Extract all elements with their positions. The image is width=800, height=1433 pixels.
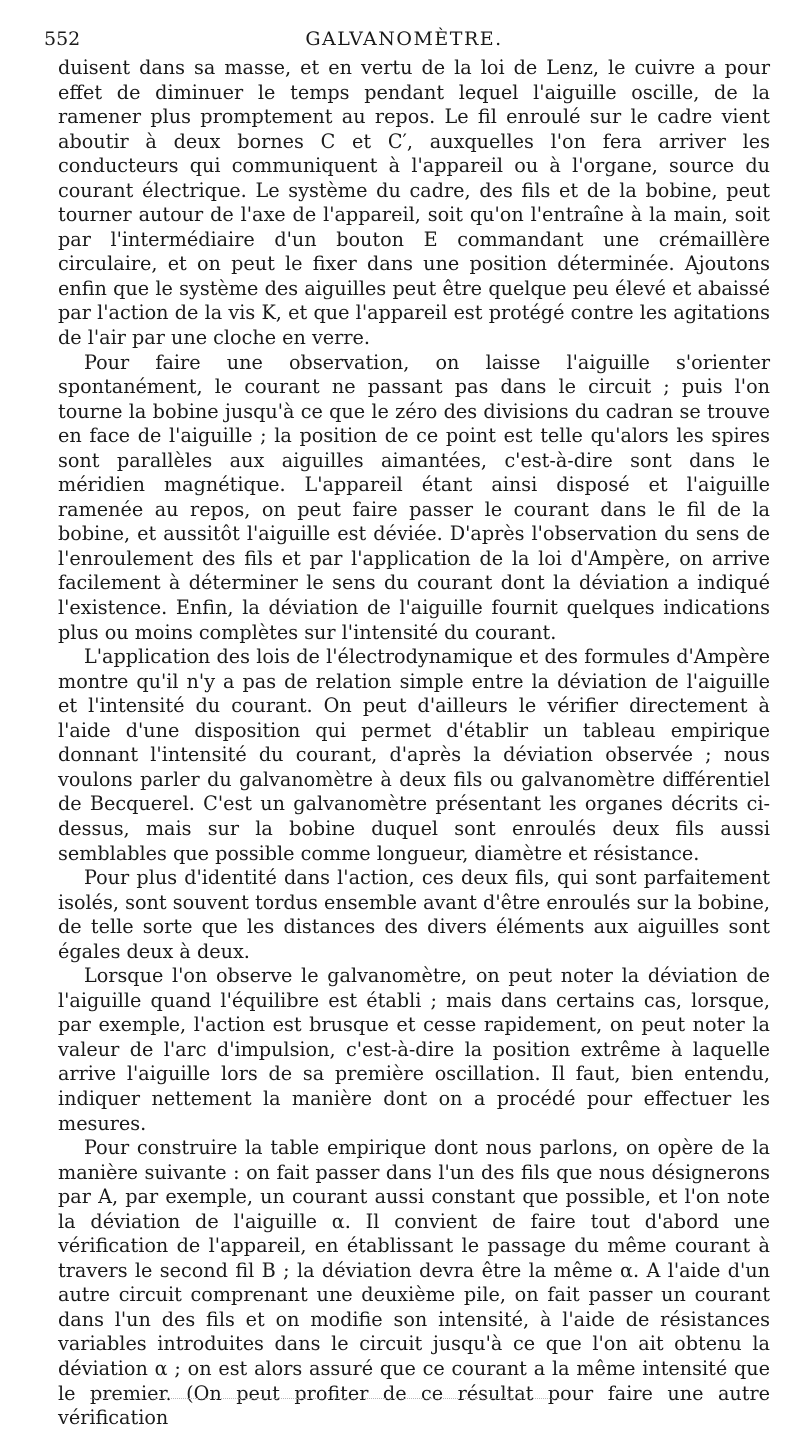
paragraph: Pour construire la table empirique dont nous parlons, on opère de la manière suivante : on fait passer dans l'un des fils que nous désignerons par A, par exemple, un courant aussi constant que possible, et l'on note la déviation de l'aiguille α. Il convient de faire tout d'abord une vérification de l'appareil, en établissant le passage du même courant à travers le second fil B ; la déviation devra être la même α. A l'aide d'un autre circuit comprenant une deuxième pile, on fait passer un courant dans l'un des fils et on modifie son intensité, à l'aide de résistances variables introduites dans le circuit jusqu'à ce que l'on ait obtenu la déviation α ; on est alors assuré que ce courant a la même intensité que le premier. (On peut profiter de ce résultat pour faire une autre vérification	[58, 1136, 770, 1430]
running-head: GALVANOMÈTRE.	[305, 28, 503, 50]
paragraph: Lorsque l'on observe le galvanomètre, on peut noter la déviation de l'aiguille quand l'équilibre est établi ; mais dans certains cas, lorsque, par exemple, l'action est brusque et cesse rapidement, on peut noter la valeur de l'arc d'impulsion, c'est-à-dire la position extrême à laquelle arrive l'aiguille lors de sa première oscillation. Il faut, bien entendu, indiquer nettement la manière dont on a procédé pour effectuer les mesures.	[58, 964, 770, 1135]
page-header	[44, 28, 764, 54]
paragraph: L'application des lois de l'électrodynamique et des formules d'Ampère montre qu'il n'y a pas de relation simple entre la déviation de l'aiguille et l'intensité du courant. On peut d'ailleurs le vérifier directement à l'aide d'une disposition qui permet d'établir un tableau empirique donnant l'intensité du courant, d'après la déviation observée ; nous voulons parler du galvanomètre à deux fils ou galvanomètre différentiel de Becquerel. C'est un galvanomètre présentant les organes décrits ci-dessus, mais sur la bobine duquel sont enroulés deux fils aussi semblables que possible comme longueur, diamètre et résistance.	[58, 645, 770, 865]
page-number: 552	[44, 28, 81, 50]
paragraph: Pour plus d'identité dans l'action, ces deux fils, qui sont parfaitement isolés, sont souvent tordus ensemble avant d'être enroulés sur la bobine, de telle sorte que les distances des divers éléments aux aiguilles sont égales deux à deux.	[58, 866, 770, 963]
bottom-rule	[90, 1398, 570, 1399]
body-text	[58, 56, 770, 1431]
paragraph: duisent dans sa masse, et en vertu de la loi de Lenz, le cuivre a pour effet de diminuer le temps pendant lequel l'aiguille oscille, de la ramener plus promptement au repos. Le fil enroulé sur le cadre vient aboutir à deux bornes C et C′, auxquelles l'on fera arriver les conducteurs qui communiquent à l'appareil ou à l'organe, source du courant électrique. Le système du cadre, des fils et de la bobine, peut tourner autour de l'axe de l'appareil, soit qu'on l'entraîne à la main, soit par l'intermédiaire d'un bouton E commandant une crémaillère circulaire, et on peut le fixer dans une position déterminée. Ajoutons enfin que le système des aiguilles peut être quelque peu élevé et abaissé par l'action de la vis K, et que l'appareil est protégé contre les agitations de l'air par une cloche en verre.	[58, 56, 770, 350]
paragraph: Pour faire une observation, on laisse l'aiguille s'orienter spontanément, le courant ne passant pas dans le circuit ; puis l'on tourne la bobine jusqu'à ce que le zéro des divisions du cadran se trouve en face de l'aiguille ; la position de ce point est telle qu'alors les spires sont parallèles aux aiguilles aimantées, c'est-à-dire sont dans le méridien magnétique. L'appareil étant ainsi disposé et l'aiguille ramenée au repos, on peut faire passer le courant dans le fil de la bobine, et aussitôt l'aiguille est déviée. D'après l'observation du sens de l'enroulement des fils et par l'application de la loi d'Ampère, on arrive facilement à déterminer le sens du courant dont la déviation a indiqué l'existence. Enfin, la déviation de l'aiguille fournit quelques indications plus ou moins complètes sur l'intensité du courant.	[58, 350, 770, 644]
